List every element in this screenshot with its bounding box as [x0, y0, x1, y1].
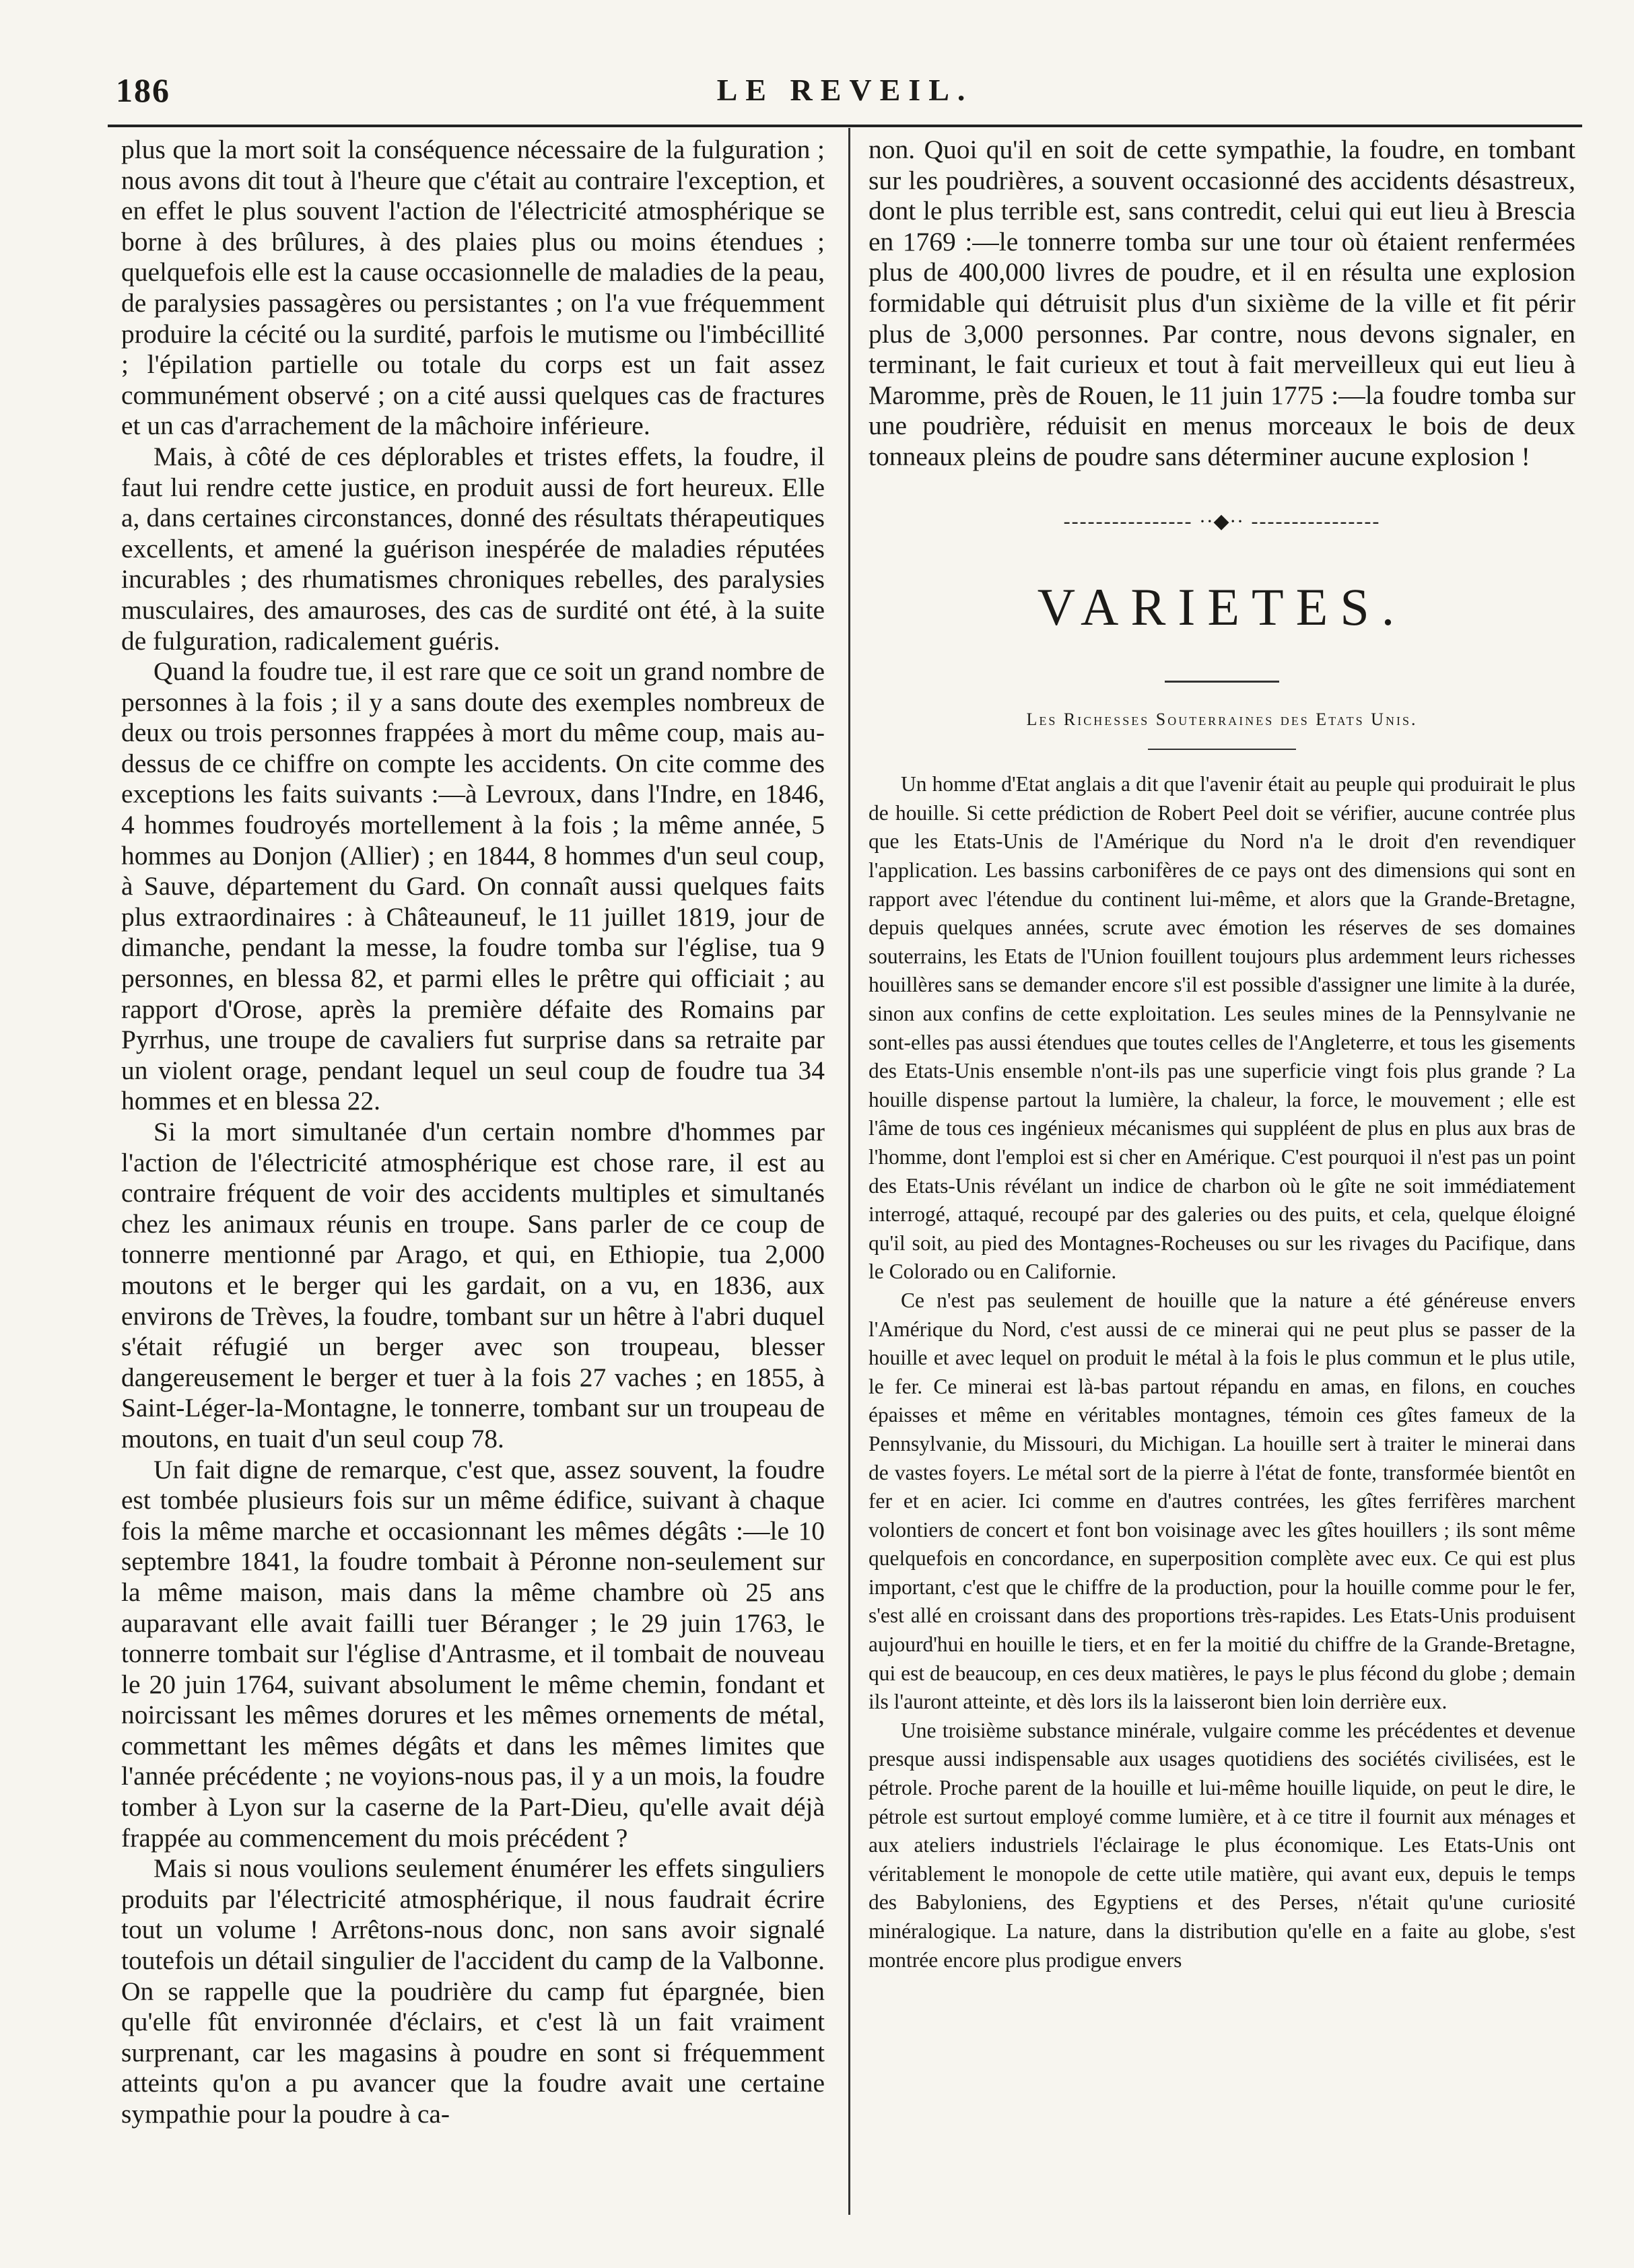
section-title: VARIETES. [1037, 577, 1407, 636]
header-rule [108, 125, 1582, 127]
lightning-paragraph-6: Mais si nous voulions seulement énumérer les effets singuliers produits par l'électricité atmosphérique, il nous faudrait écrire tout un volume ! Arrêtons-nous donc, non sans avoir signalé toutefois un détail singulier de l'accident du camp de la Valbonne. On se rappelle que la poudrière du camp fut épargnée, bien qu'elle fût environnée d'éclairs, et c'est là un fait vraiment surprenant, car les magasins à poudre en sont si fréquemment atteints qu'on a pu avancer que la foudre avait une certaine sympathie pour la poudre à ca- [121, 1853, 825, 2129]
subtitle-rule [1148, 749, 1296, 750]
lightning-paragraph-5: Un fait digne de remarque, c'est que, assez souvent, la foudre est tombée plusieurs fois sur un même édifice, suivant à chaque fois la même marche et occasionnant les mêmes dégâts :—le 10 septembre 1841, la foudre tombait à Péronne non-seulement sur la même maison, mais dans la même chambre où 25 ans auparavant elle avait failli tuer Béranger ; le 29 juin 1763, le tonnerre tombait sur l'église d'Antrasme, et il tombait de nouveau le 20 juin 1764, suivant absolument le même chemin, fondant et noircissant les mêmes dorures et les mêmes ornements de métal, commettant les mêmes dégâts et dans les mêmes limites que l'année précédente ; ne voyions-nous pas, il y a un mois, la foudre tomber à Lyon sur la caserne de la Part-Dieu, qu'elle avait déjà frappée au commencement du mois précédent ? [121, 1454, 825, 1853]
page-number: 186 [116, 71, 170, 109]
page-header [108, 64, 1582, 118]
running-title: LE REVEIL. [716, 73, 974, 107]
article-paragraph-1: Un homme d'Etat anglais a dit que l'avenir était au peuple qui produirait le plus de houille. Si cette prédiction de Robert Peel doit se vérifier, aucune contrée plus que les Etats-Unis de l'Amérique du Nord n'a le droit d'en revendiquer l'application. Les bassins carbonifères de ce pays ont des dimensions qui sont en rapport avec l'étendue du continent lui-même, et alors que la Grande-Bretagne, depuis quelques années, scrute avec émotion les réserves de ses domaines souterrains, les Etats de l'Union fouillent toujours plus ardemment leurs richesses houillères sans se demander encore s'il est possible d'assigner une limite à la durée, sinon aux confins de cette exploitation. Les seules mines de la Pennsylvanie ne sont-elles pas aussi étendues que toutes celles de l'Angleterre, et tous les gisements des Etats-Unis ensemble n'ont-ils pas une superficie vingt fois plus grande ? La houille dispense partout la lumière, la chaleur, la force, le mouvement ; elle est l'âme de tous ces ingénieux mécanismes qui suppléent de plus en plus aux bras de l'homme, dont l'emploi est si cher en Amérique. C'est pourquoi il n'est pas un point des Etats-Unis révélant un indice de charbon où le gîte ne soit immédiatement interrogé, attaqué, recoupé par des galeries ou des puits, et cela, quelque éloigné qu'il soit, au pied des Montagnes-Rocheuses ou sur les rivages du Pacifique, dans le Colorado ou en Californie. [869, 772, 1575, 1284]
lightning-paragraph-2: Mais, à côté de ces déplorables et tristes effets, la foudre, il faut lui rendre cette justice, en produit aussi de fort heureux. Elle a, dans certaines circonstances, donné des résultats thérapeutiques excellents, et amené la guérison inespérée de maladies réputées incurables ; des rhumatismes chroniques rebelles, des paralysies musculaires, des amauroses, des cas de surdité ont été, à la suite de fulguration, radicalement guéris. [121, 441, 825, 656]
article-paragraph-2: Ce n'est pas seulement de houille que la nature a été généreuse envers l'Amérique du Nord, c'est aussi de ce minerai qui ne peut plus se passer de la houille et avec lequel on produit le métal à la fois le plus commun et le plus utile, le fer. Ce minerai est là-bas partout répandu en amas, en filons, en couches épaisses et même en véritables montagnes, témoin ces gîtes fameux de la Pennsylvanie, du Missouri, du Michigan. La houille sert à traiter le minerai dans de vastes foyers. Le métal sort de la pierre à l'état de fonte, transformée bientôt en fer et en acier. Ici comme en d'autres contrées, les gîtes ferrifères marchent volontiers de concert et font bon voisinage avec les gîtes houillers ; ils sont même quelquefois en concordance, en superposition complète avec eux. Ce qui est plus important, c'est que le chiffre de la production, pour la houille comme pour le fer, s'est allé en croissant dans des proportions très-rapides. Les Etats-Unis produisent aujourd'hui en houille le tiers, et en fer la moitié du chiffre de la Grande-Bretagne, qui est de beaucoup, en ces deux matières, le pays le plus fécond du globe ; demain ils l'auront atteinte, et dès lors ils la laisseront bien loin derrière eux. [869, 1288, 1575, 1714]
lightning-continuation: non. Quoi qu'il en soit de cette sympathie, la foudre, en tombant sur les poudrières, a souvent occasionné des accidents désastreux, dont le plus terrible est, sans contredit, celui qui eut lieu à Brescia en 1769 :—le tonnerre tomba sur une tour où étaient renfermées plus de 400,000 livres de poudre, et il en résulta une explosion formidable qui détruisit plus d'un sixième de la ville et fit périr plus de 3,000 personnes. Par contre, nous devons signaler, en terminant, le fait curieux et tout à fait merveilleux qui eut lieu à Maromme, près de Rouen, le 11 juin 1775 :—la foudre tomba sur une poudrière, réduisit en menus morceaux le bois de deux tonneaux pleins de poudre sans déterminer aucune explosion ! [869, 135, 1575, 471]
column-divider [848, 128, 850, 2215]
left-column [121, 135, 825, 2130]
right-column [869, 135, 1575, 1974]
article-paragraph-3: Une troisième substance minérale, vulgaire comme les précédentes et devenue presque aussi indispensable aux usages quotidiens des sociétés civilisées, est le pétrole. Proche parent de la houille et lui-même houille liquide, on peut le dire, le pétrole est surtout employé comme lumière, et à ce titre il fournit aux ménages et aux ateliers industriels l'éclairage le plus économique. Les Etats-Unis ont véritablement le monopole de cette utile matière, qui avant eux, depuis le temps des Babyloniens, des Egyptiens et des Perses, n'était qu'une curiosité minéralogique. La nature, dans la distribution qu'elle en a faite au globe, s'est montrée encore plus prodigue envers [869, 1718, 1575, 1972]
section-ornament: ---------------- ·∙◆∙· ---------------- [1063, 510, 1381, 532]
lightning-paragraph-1: plus que la mort soit la conséquence nécessaire de la fulguration ; nous avons dit tout à l'heure que c'était au contraire l'exception, et en effet le plus souvent l'action de l'électricité atmosphérique se borne à des brûlures, à des plaies plus ou moins étendues ; quelquefois elle est la cause occasionnelle de maladies de la peau, de paralysies passagères ou persistantes ; on l'a vue fréquemment produire la cécité ou la surdité, parfois le mutisme ou l'imbécillité ; l'épilation partielle ou totale du corps est un fait assez communément observé ; on a cité aussi quelques cas de fractures et un cas d'arrachement de la mâchoire inférieure. [121, 135, 825, 441]
title-rule [1165, 681, 1279, 683]
article-subtitle: Les Richesses Souterraines des Etats Unis. [1026, 710, 1418, 730]
lightning-paragraph-4: Si la mort simultanée d'un certain nombre d'hommes par l'action de l'électricité atmosphérique est chose rare, il est au contraire fréquent de voir des accidents multiples et simultanés chez les animaux réunis en troupe. Sans parler de ce coup de tonnerre mentionné par Arago, et qui, en Ethiopie, tua 2,000 moutons et le berger qui les gardait, on a vu, en 1836, aux environs de Trèves, la foudre, tombant sur un hêtre à l'abri duquel s'était réfugié un berger avec son troupeau, blesser dangereusement le berger et tuer à la fois 27 vaches ; en 1855, à Saint-Léger-la-Montagne, le tonnerre, tombant sur un troupeau de moutons, en tuait d'un seul coup 78. [121, 1117, 825, 1453]
lightning-paragraph-3: Quand la foudre tue, il est rare que ce soit un grand nombre de personnes à la fois ; il y a sans doute des exemples nombreux de deux ou trois personnes frappées à mort du même coup, mais au-dessus de ce chiffre on compte les accidents. On cite comme des exceptions les faits suivants :—à Levroux, dans l'Indre, en 1846, 4 hommes foudroyés mortellement à la fois ; la même année, 5 hommes au Donjon (Allier) ; en 1844, 8 hommes d'un seul coup, à Sauve, département du Gard. On connaît aussi quelques faits plus extraordinaires : à Châteauneuf, le 11 juillet 1819, jour de dimanche, pendant la messe, la foudre tomba sur l'église, tua 9 personnes, en blessa 82, et parmi elles le prêtre qui officiait ; au rapport d'Orose, après la première défaite des Romains par Pyrrhus, une troupe de cavaliers fut surprise dans sa retraite par un violent orage, pendant lequel un seul coup de foudre tua 34 hommes et en blessa 22. [121, 656, 825, 1116]
